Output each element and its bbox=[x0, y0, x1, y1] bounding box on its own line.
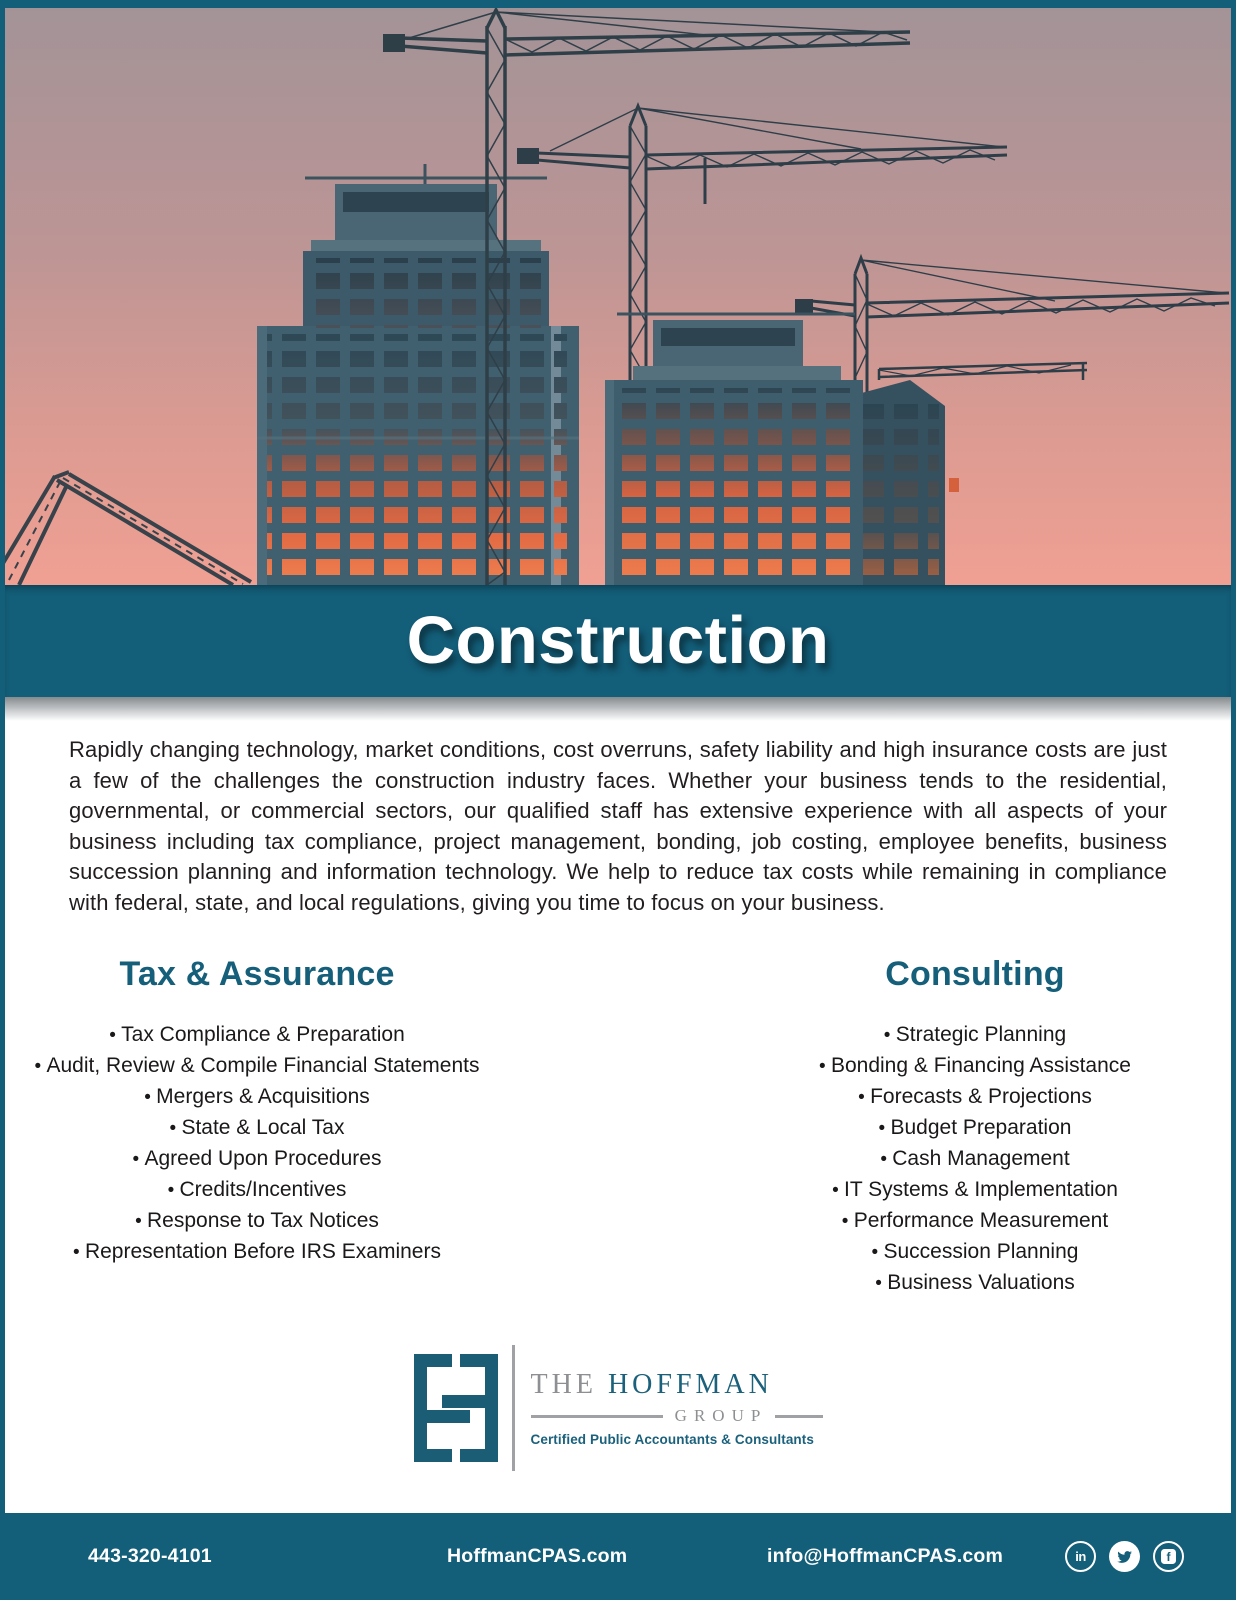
service-item: • Credits/Incentives bbox=[31, 1175, 483, 1206]
logo-group-row bbox=[531, 1406, 823, 1426]
service-item: • Audit, Review & Compile Financial Statements bbox=[31, 1051, 483, 1082]
service-item: • IT Systems & Implementation bbox=[749, 1175, 1201, 1206]
twitter-icon[interactable] bbox=[1109, 1541, 1140, 1572]
twitter-bird-glyph bbox=[1116, 1548, 1133, 1565]
intro-paragraph: Rapidly changing technology, market conditions, cost overruns, safety liability and high insurance costs are just a few of the challenges the construction industry faces. Whether your business tends to the residential, governmental, or commercial sectors, our qualified staff has extensive experience with all aspects of your business including tax compliance, project management, bonding, job costing, employee benefits, business succession planning and information technology. We help to reduce tax costs while remaining in compliance with federal, state, and local regulations, giving you time to focus on your business. bbox=[69, 737, 1167, 915]
service-item: • Succession Planning bbox=[749, 1237, 1201, 1268]
logo-name bbox=[531, 1369, 823, 1401]
logo-divider bbox=[512, 1345, 515, 1471]
logo-rule-left bbox=[531, 1415, 663, 1418]
service-item: • Performance Measurement bbox=[749, 1206, 1201, 1237]
services-list-tax-assurance bbox=[31, 1020, 483, 1268]
logo-name-the: THE bbox=[530, 1369, 597, 1400]
footer-website[interactable]: HoffmanCPAS.com bbox=[447, 1545, 628, 1567]
column-heading-tax-assurance: Tax & Assurance bbox=[119, 955, 395, 993]
footer bbox=[0, 1513, 1236, 1600]
services-column-consulting bbox=[749, 954, 1201, 1299]
hoffman-logo-mark bbox=[414, 1354, 498, 1462]
footer-email[interactable]: info@HoffmanCPAS.com bbox=[767, 1545, 1004, 1567]
service-item: • Representation Before IRS Examiners bbox=[31, 1237, 483, 1268]
linkedin-icon[interactable] bbox=[1065, 1541, 1096, 1572]
service-item: • Budget Preparation bbox=[749, 1113, 1201, 1144]
column-heading-consulting: Consulting bbox=[885, 955, 1065, 993]
services-columns bbox=[5, 954, 1231, 1299]
service-item: • Business Valuations bbox=[749, 1268, 1201, 1299]
logo-name-hoffman: HOFFMAN bbox=[607, 1369, 773, 1400]
service-item: • State & Local Tax bbox=[31, 1113, 483, 1144]
service-item: • Tax Compliance & Preparation bbox=[31, 1020, 483, 1051]
logo-text bbox=[531, 1369, 823, 1447]
logo-tagline: Certified Public Accountants & Consultants bbox=[530, 1432, 814, 1447]
logo-group-label: GROUP bbox=[674, 1406, 768, 1425]
service-item: • Agreed Upon Procedures bbox=[31, 1144, 483, 1175]
facebook-glyph: f bbox=[1166, 1549, 1171, 1564]
construction-scene bbox=[5, 8, 1231, 585]
service-item: • Forecasts & Projections bbox=[749, 1082, 1201, 1113]
service-item: • Bonding & Financing Assistance bbox=[749, 1051, 1201, 1082]
facebook-icon[interactable] bbox=[1153, 1541, 1184, 1572]
banner-drop-shadow bbox=[5, 697, 1231, 721]
service-item: • Response to Tax Notices bbox=[31, 1206, 483, 1237]
content-area bbox=[5, 697, 1231, 1513]
title-banner bbox=[5, 585, 1231, 697]
service-item: • Cash Management bbox=[749, 1144, 1201, 1175]
hoffman-logo bbox=[5, 1345, 1231, 1471]
logo-rule-right bbox=[775, 1415, 822, 1418]
facebook-glyph-box bbox=[1161, 1549, 1176, 1564]
services-list-consulting bbox=[749, 1020, 1201, 1299]
page-title: Construction bbox=[406, 603, 830, 678]
linkedin-glyph: in bbox=[1075, 1549, 1086, 1564]
services-column-tax-assurance bbox=[31, 954, 483, 1299]
footer-phone[interactable]: 443-320-4101 bbox=[88, 1545, 212, 1567]
hero-construction-photo bbox=[5, 8, 1231, 585]
service-item: • Strategic Planning bbox=[749, 1020, 1201, 1051]
footer-social-icons bbox=[1065, 1541, 1184, 1572]
service-item: • Mergers & Acquisitions bbox=[31, 1082, 483, 1113]
